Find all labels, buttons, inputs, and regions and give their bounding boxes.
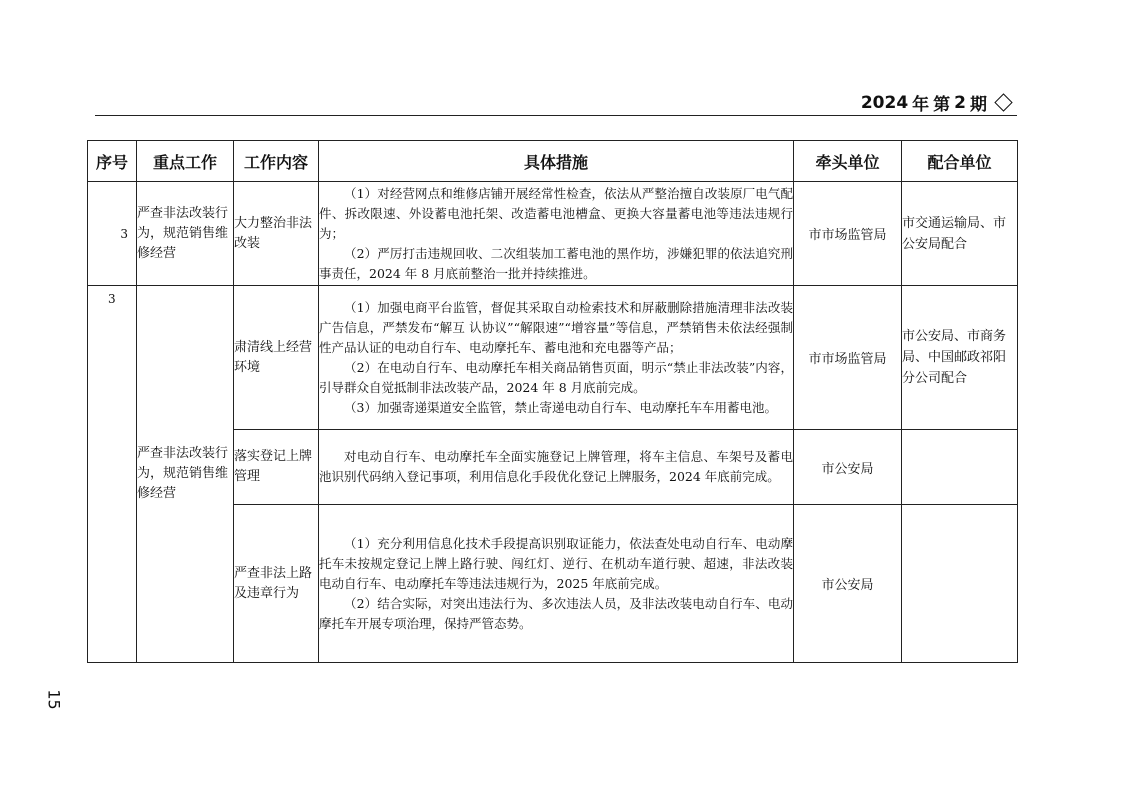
measures-table [87, 140, 1018, 663]
issue-unit: 期 [970, 95, 987, 115]
header-lead-unit: 牵头单位 [794, 141, 902, 182]
issue-label [861, 90, 1014, 115]
coop-unit-cell: 市交通运输局、市公安局配合 [902, 182, 1018, 286]
header-seq: 序号 [88, 141, 137, 182]
measures-cell [319, 505, 794, 663]
issue-word: 第 [933, 95, 951, 115]
issue-year-unit: 年 [912, 95, 930, 115]
coop-unit-cell: 市公安局、市商务局、中国邮政祁阳分公司配合 [902, 286, 1018, 430]
issue-year: 2024 [860, 92, 909, 113]
work-content-cell: 肃清线上经营环境 [234, 286, 319, 430]
header-measures: 具体措施 [319, 141, 794, 182]
issue-number: 2 [954, 92, 966, 113]
measures-cell [319, 286, 794, 430]
seq-cell: 3 [88, 182, 137, 286]
coop-unit-cell [902, 505, 1018, 663]
page-number: 15 [44, 689, 64, 710]
work-content-cell: 落实登记上牌管理 [234, 430, 319, 505]
header-rule [95, 115, 1017, 116]
lead-unit-cell: 市市场监管局 [794, 182, 902, 286]
header-key-work: 重点工作 [137, 141, 234, 182]
lead-unit-cell: 市公安局 [794, 505, 902, 663]
header-work-content: 工作内容 [234, 141, 319, 182]
table-row [88, 182, 1018, 286]
measure-item: （1）加强电商平台监管，督促其采取自动检索技术和屏蔽删除措施清理非法改装广告信息，严禁发布“解互 认协议”“解限速”“增容量”等信息，严禁销售未依法经强制性产品认证的电动自行车、电动摩托车、蓄电池和充电器等产品； [319, 299, 793, 355]
key-work-cell: 严查非法改装行为，规范销售维修经营 [137, 182, 234, 286]
diamond-icon [994, 93, 1012, 111]
coop-unit-cell [902, 430, 1018, 505]
header-coop-unit: 配合单位 [902, 141, 1018, 182]
measure-item: （2）严厉打击违规回收、二次组装加工蓄电池的黑作坊，涉嫌犯罪的依法追究刑事责任，2024 年 8 月底前整治一批并持续推进。 [319, 245, 793, 281]
measure-item: 对电动自行车、电动摩托车全面实施登记上牌管理，将车主信息、车架号及蓄电池识别代码纳入登记事项，利用信息化手段优化登记上牌服务，2024 年底前完成。 [319, 449, 793, 484]
measure-item: （3）加强寄递渠道安全监管，禁止寄递电动自行车、电动摩托车车用蓄电池。 [344, 399, 777, 415]
measure-item: （2）在电动自行车、电动摩托车相关商品销售页面，明示“禁止非法改装”内容，引导群众自觉抵制非法改装产品，2024 年 8 月底前完成。 [319, 359, 793, 395]
lead-unit-cell: 市公安局 [794, 430, 902, 505]
seq-cell: 3 [88, 286, 137, 663]
measures-cell [319, 430, 794, 505]
table-header-row [88, 141, 1018, 182]
measure-item: （1）充分利用信息化技术手段提高识别取证能力，依法查处电动自行车、电动摩托车未按规定登记上牌上路行驶、闯红灯、逆行、在机动车道行驶、超速，非法改装电动自行车、电动摩托车等违法违规行为，2025 年底前完成。 [319, 535, 793, 591]
key-work-cell: 严查非法改装行为，规范销售维修经营 [137, 286, 234, 663]
lead-unit-cell: 市市场监管局 [794, 286, 902, 430]
measures-cell [319, 182, 794, 286]
work-content-cell: 严查非法上路及违章行为 [234, 505, 319, 663]
measure-item: （1）对经营网点和维修店铺开展经常性检查，依法从严整治擅自改装原厂电气配件、拆改限速、外设蓄电池托架、改造蓄电池槽盒、更换大容量蓄电池等违法违规行为； [319, 185, 793, 241]
table-row [88, 286, 1018, 430]
work-content-cell: 大力整治非法改装 [234, 182, 319, 286]
measure-item: （2）结合实际，对突出违法行为、多次违法人员，及非法改装电动自行车、电动摩托车开展专项治理，保持严管态势。 [319, 595, 793, 631]
